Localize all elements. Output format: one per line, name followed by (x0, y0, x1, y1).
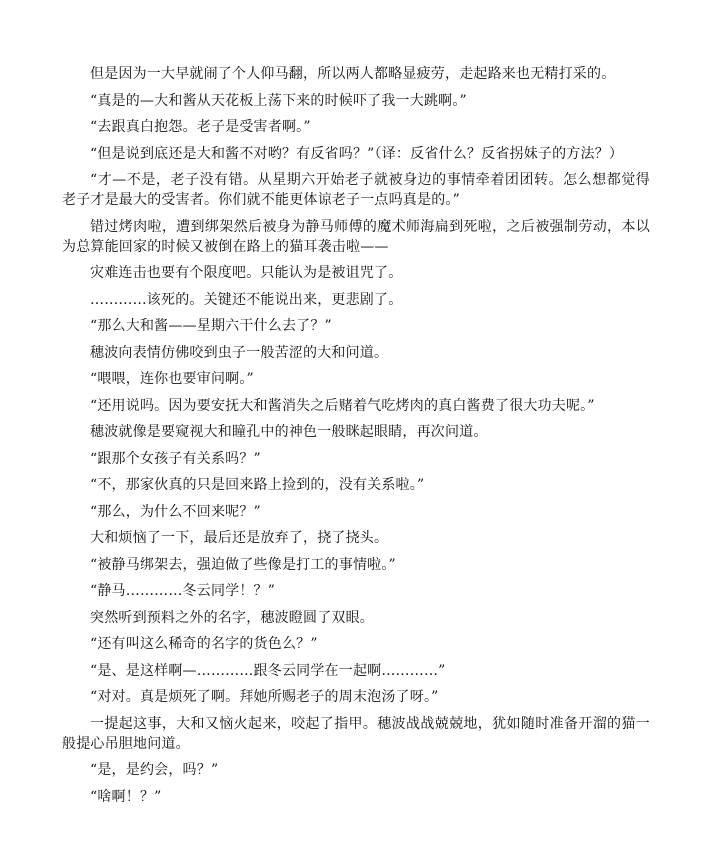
paragraph: “被静马绑架去，强迫做了些像是打工的事情啦。” (90, 556, 396, 573)
paragraph: “跟那个女孩子有关系吗？” (90, 450, 261, 467)
paragraph: 穗波就像是要窥视大和瞳孔中的神色一般眯起眼睛，再次问道。 (90, 424, 488, 440)
paragraph: “那么大和酱——星期六干什么去了？” (90, 318, 332, 334)
paragraph: 穗波向表情仿佛咬到虫子一般苦涩的大和问道。 (90, 344, 389, 361)
paragraph: “才—不是，老子没有错。从星期六开始老子就被身边的事情牵着团团转。怎么想都觉得老子才是最大的受害者。你们就不能更体谅老子一点吗真是的。” (62, 172, 650, 208)
paragraph: “但是说到底还是大和酱不对哟？有反省吗？”（译：反省什么？反省拐妹子的方法？） (90, 145, 624, 162)
paragraph: “喂喂，连你也要审问啊。” (90, 371, 254, 387)
paragraph: “还用说吗。因为要安抚大和酱消失之后赌着气吃烤肉的真白酱费了很大功夫呢。” (90, 397, 595, 414)
paragraph: 灾难连击也要有个限度吧。只能认为是被诅咒了。 (90, 265, 403, 281)
paragraph: “去跟真白抱怨。老子是受害者啊。” (90, 119, 311, 135)
paragraph: 但是因为一大早就闹了个人仰马翻，所以两人都略显疲劳，走起路来也无精打采的。 (90, 66, 616, 82)
paragraph: “对对。真是烦死了啊。拜她所赐老子的周末泡汤了呀。” (90, 689, 439, 705)
document-page (62, 64, 650, 813)
paragraph: 大和烦恼了一下，最后还是放弃了，挠了挠头。 (90, 530, 389, 546)
paragraph: 一提起这事，大和又恼火起来，咬起了指甲。穗波战战兢兢地，犹如随时准备开溜的猫一般提心吊胆地问道。 (62, 715, 650, 752)
paragraph: 突然听到预料之外的名字，穗波瞪圆了双眼。 (90, 609, 374, 626)
paragraph: “那么，为什么不回来呢？” (90, 503, 261, 520)
paragraph: …………该死的。关键还不能说出来，更悲剧了。 (90, 291, 403, 308)
paragraph: “是、是这样啊—…………跟冬云同学在一起啊…………” (90, 662, 446, 679)
paragraph: “还有叫这么稀奇的名字的货色么？” (90, 636, 318, 652)
paragraph: “啥啊！？” (90, 788, 162, 805)
paragraph: “真是的—大和酱从天花板上荡下来的时候吓了我一大跳啊。” (90, 92, 467, 109)
paragraph: 错过烤肉啦，遭到绑架然后被身为静马师傅的魔术师海扁到死啦，之后被强制劳动，本以为总算能回家的时候又被倒在路上的猫耳袭击啦—— (62, 218, 650, 255)
paragraph: “不，那家伙真的只是回来路上捡到的，没有关系啦。” (90, 477, 425, 493)
paragraph: “静马…………冬云同学！？” (90, 583, 276, 599)
paragraph: “是，是约会，吗？” (90, 762, 219, 778)
